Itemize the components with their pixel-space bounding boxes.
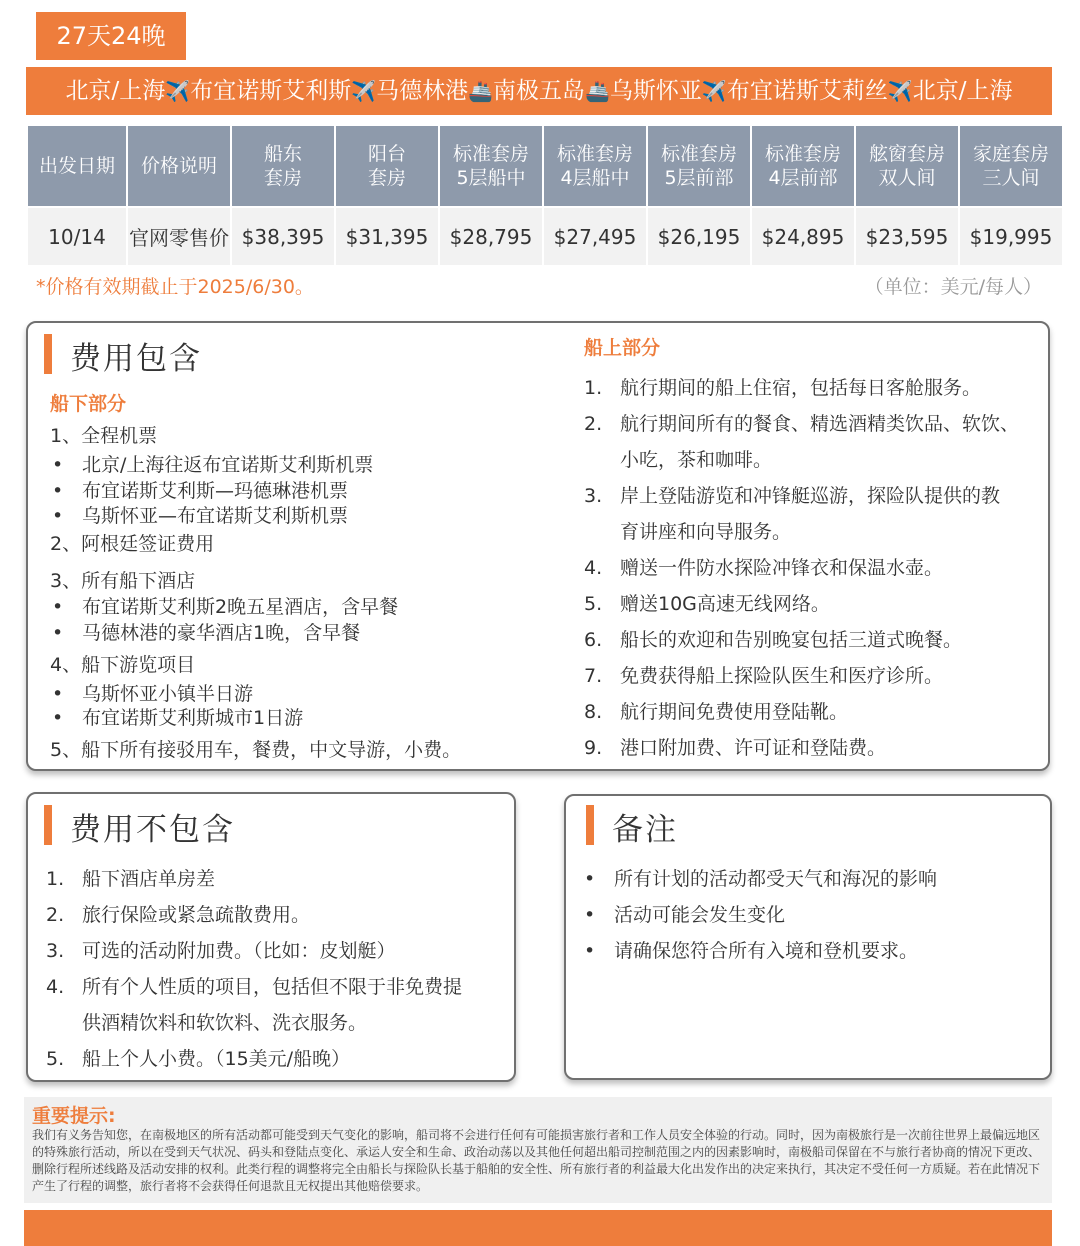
included-title: 费用包含 xyxy=(70,341,202,377)
column-header xyxy=(440,126,542,206)
list-item-text: 布宜诺斯艾利斯城市1日游 xyxy=(82,707,304,729)
column-header xyxy=(232,126,334,206)
list-item xyxy=(584,373,981,400)
column-header-line: 标准套房 xyxy=(556,143,633,165)
list-item xyxy=(584,697,848,724)
list-item-text: 小吃，茶和咖啡。 xyxy=(620,449,773,471)
list-item-text: 航行期间所有的餐食、精选酒精类饮品、软饮、 xyxy=(620,413,1020,435)
list-number: 3. xyxy=(584,485,603,507)
list-item-text: 船长的欢迎和告别晚宴包括三道式晚餐。 xyxy=(620,629,963,651)
price-validity-note: *价格有效期截止于2025/6/30。 xyxy=(36,276,314,298)
column-header xyxy=(336,126,438,206)
footer-bar xyxy=(24,1210,1052,1246)
list-item xyxy=(46,936,396,963)
ship-icon: 🚢 xyxy=(585,79,610,103)
important-notice xyxy=(24,1097,1052,1203)
price-unit-note: （单位：美元/每人） xyxy=(864,276,1042,298)
list-item xyxy=(46,972,462,999)
table-cell: $24,895 xyxy=(752,206,854,265)
list-item-text: 所有计划的活动都受天气和海况的影响 xyxy=(614,868,938,890)
list-item-text: 船上个人小费。（15美元/船晚） xyxy=(82,1048,351,1070)
list-number: 1. xyxy=(584,377,603,399)
list-item xyxy=(584,409,1019,436)
list-item xyxy=(584,936,918,963)
column-header-line: 套房 xyxy=(263,167,302,189)
column-header-line: 标准套房 xyxy=(452,143,529,165)
list-item-text: 乌斯怀亚小镇半日游 xyxy=(82,683,254,705)
list-item xyxy=(584,733,886,760)
bullet-icon: • xyxy=(52,596,64,618)
list-number: 7. xyxy=(584,665,603,687)
list-item xyxy=(50,421,157,448)
list-item-text: 可选的活动附加费。（比如：皮划艇） xyxy=(82,940,396,962)
bullet-icon: • xyxy=(584,940,596,962)
list-number: 6. xyxy=(584,629,603,651)
column-header-line: 套房 xyxy=(367,167,406,189)
column-header xyxy=(128,126,230,206)
list-number: 1. xyxy=(46,868,65,890)
table-cell: $28,795 xyxy=(440,206,542,265)
column-header xyxy=(960,126,1062,206)
airplane-icon: ✈️ xyxy=(165,79,191,103)
column-header-line: 三人间 xyxy=(982,167,1040,189)
bullet-icon: • xyxy=(584,868,596,890)
list-item xyxy=(50,650,195,677)
table-header-row xyxy=(28,126,1062,206)
route-banner xyxy=(26,67,1052,115)
list-item-text: 岸上登陆游览和冲锋艇巡游，探险队提供的教 xyxy=(620,485,1001,507)
list-item xyxy=(52,501,348,528)
list-item-text: 乌斯怀亚—布宜诺斯艾利斯机票 xyxy=(82,505,349,527)
list-item xyxy=(584,481,1000,508)
list-item xyxy=(52,618,360,645)
list-item-text: 活动可能会发生变化 xyxy=(614,904,786,926)
column-header-line: 阳台 xyxy=(367,143,406,165)
column-header-line: 5层前部 xyxy=(664,167,734,189)
column-header-line: 4层船中 xyxy=(560,167,630,189)
title-accent-bar xyxy=(44,805,52,845)
table-cell: $19,995 xyxy=(960,206,1062,265)
title-accent-bar xyxy=(44,334,52,374)
list-item-text: 2、阿根廷签证费用 xyxy=(50,533,215,555)
list-item xyxy=(46,864,215,891)
list-item xyxy=(584,589,830,616)
bullet-icon: • xyxy=(584,904,596,926)
column-header xyxy=(856,126,958,206)
notice-title: 重要提示: xyxy=(32,1105,116,1127)
duration-badge: 27天24晚 xyxy=(36,12,186,60)
included-box xyxy=(26,321,1050,771)
list-item xyxy=(52,703,303,730)
list-item-text: 航行期间免费使用登陆靴。 xyxy=(620,701,849,723)
onboard-subtitle: 船上部分 xyxy=(584,337,661,359)
list-item xyxy=(584,517,791,544)
route-stop: 布宜诺斯艾莉丝 xyxy=(726,78,888,104)
route-stop: 马德林港 xyxy=(376,78,469,104)
table-cell: $23,595 xyxy=(856,206,958,265)
column-header xyxy=(28,126,126,206)
column-header-line: 标准套房 xyxy=(660,143,737,165)
column-header-line: 双人间 xyxy=(878,167,936,189)
notes-title: 备注 xyxy=(612,812,678,848)
route-stop: 南极五岛 xyxy=(493,78,585,104)
list-item-text: 育讲座和向导服务。 xyxy=(620,521,792,543)
column-header-line: 标准套房 xyxy=(764,143,841,165)
list-item-text: 请确保您符合所有入境和登机要求。 xyxy=(614,940,919,962)
list-item-text: 马德林港的豪华酒店1晚，含早餐 xyxy=(82,622,361,644)
bullet-icon: • xyxy=(52,454,64,476)
route-stop: 乌斯怀亚 xyxy=(609,78,702,104)
list-item xyxy=(52,592,398,619)
excluded-title: 费用不包含 xyxy=(70,812,235,848)
list-item xyxy=(584,445,772,472)
notes-box xyxy=(564,794,1052,1080)
column-header-line: 5层船中 xyxy=(456,167,526,189)
title-accent-bar xyxy=(586,805,594,845)
list-number: 4. xyxy=(46,976,65,998)
list-number: 2. xyxy=(46,904,65,926)
list-number: 8. xyxy=(584,701,603,723)
offboard-subtitle: 船下部分 xyxy=(50,393,127,415)
bullet-icon: • xyxy=(52,707,64,729)
list-item-text: 4、船下游览项目 xyxy=(50,654,196,676)
list-item xyxy=(46,1044,350,1071)
list-item-text: 免费获得船上探险队医生和医疗诊所。 xyxy=(620,665,944,687)
list-item xyxy=(46,1008,367,1035)
list-item-text: 船下酒店单房差 xyxy=(82,868,216,890)
table-cell: $38,395 xyxy=(232,206,334,265)
list-item xyxy=(52,679,253,706)
column-header-line: 4层前部 xyxy=(768,167,838,189)
price-table xyxy=(26,126,1064,265)
list-item xyxy=(584,661,943,688)
column-header-line: 家庭套房 xyxy=(972,143,1049,165)
bullet-icon: • xyxy=(52,622,64,644)
column-header-line: 舷窗套房 xyxy=(868,143,945,165)
list-item-text: 5、船下所有接驳用车，餐费，中文导游，小费。 xyxy=(50,739,462,761)
column-header-line: 船东 xyxy=(263,143,302,165)
list-item xyxy=(584,625,962,652)
bullet-icon: • xyxy=(52,683,64,705)
table-cell: $27,495 xyxy=(544,206,646,265)
list-number: 3. xyxy=(46,940,65,962)
list-number: 5. xyxy=(584,593,603,615)
list-item xyxy=(46,900,310,927)
list-number: 5. xyxy=(46,1048,65,1070)
list-item-text: 赠送10G高速无线网络。 xyxy=(620,593,830,615)
list-item xyxy=(584,900,785,927)
airplane-icon: ✈️ xyxy=(351,79,377,103)
column-header xyxy=(544,126,646,206)
list-item xyxy=(584,864,937,891)
route-stop: 北京/上海 xyxy=(65,78,166,104)
excluded-box xyxy=(26,792,516,1082)
list-number: 4. xyxy=(584,557,603,579)
ship-icon: 🚢 xyxy=(468,79,493,103)
list-item-text: 航行期间的船上住宿，包括每日客舱服务。 xyxy=(620,377,982,399)
route-stop: 北京/上海 xyxy=(912,78,1013,104)
list-item-text: 所有个人性质的项目，包括但不限于非免费提 xyxy=(82,976,463,998)
list-item xyxy=(584,553,943,580)
list-item xyxy=(50,566,195,593)
table-cell: 官网零售价 xyxy=(128,206,230,265)
notice-body: 我们有义务告知您，在南极地区的所有活动都可能受到天气变化的影响，船司将不会进行任何有可能损害旅行者和工作人员安全体验的行动。同时，因为南极旅行是一次前往世界上最偏远地区的特殊旅行活动，所以在受到天气状况、码头和登陆点变化、承运人安全和生命、政治动荡以及其他任何超出船司控制范围之内的因素影响时，南极船司保留在不与旅行者协商的情况下更改、删除行程所述线路及活动安排的权利。此类行程的调整将完全由船长与探险队长基于船舶的安全性、所有旅行者的利益最大化出发作出的决定来执行，其决定不受任何一方质疑。若在此情况下产生了行程的调整，旅行者将不会获得任何退款且无权提出其他赔偿要求。 xyxy=(32,1128,1041,1193)
column-header xyxy=(752,126,854,206)
list-item-text: 赠送一件防水探险冲锋衣和保温水壶。 xyxy=(620,557,944,579)
table-cell: 10/14 xyxy=(28,206,126,265)
table-cell: $26,195 xyxy=(648,206,750,265)
list-item-text: 3、所有船下酒店 xyxy=(50,570,196,592)
bullet-icon: • xyxy=(52,480,64,502)
table-cell: $31,395 xyxy=(336,206,438,265)
list-item-text: 旅行保险或紧急疏散费用。 xyxy=(82,904,311,926)
list-item xyxy=(52,450,373,477)
list-item xyxy=(52,476,348,503)
airplane-icon: ✈️ xyxy=(701,79,727,103)
list-item-text: 布宜诺斯艾利斯2晚五星酒店，含早餐 xyxy=(82,596,399,618)
route-stop: 布宜诺斯艾利斯 xyxy=(190,78,352,104)
list-item-text: 1、全程机票 xyxy=(50,425,158,447)
list-number: 2. xyxy=(584,413,603,435)
table-row xyxy=(28,206,1062,265)
bullet-icon: • xyxy=(52,505,64,527)
column-header xyxy=(648,126,750,206)
column-header-line: 出发日期 xyxy=(38,155,115,177)
list-item xyxy=(50,529,214,556)
list-number: 9. xyxy=(584,737,603,759)
list-item-text: 北京/上海往返布宜诺斯艾利斯机票 xyxy=(82,454,374,476)
airplane-icon: ✈️ xyxy=(887,79,913,103)
list-item xyxy=(50,735,461,762)
column-header-line: 价格说明 xyxy=(140,155,217,177)
list-item-text: 布宜诺斯艾利斯—玛德琳港机票 xyxy=(82,480,349,502)
list-item-text: 港口附加费、许可证和登陆费。 xyxy=(620,737,887,759)
list-item-text: 供酒精饮料和软饮料、洗衣服务。 xyxy=(82,1012,368,1034)
